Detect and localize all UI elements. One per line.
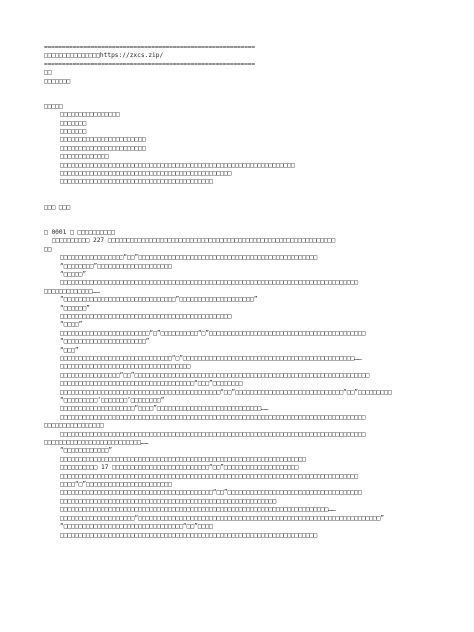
paragraph-line: □□□□□□□□□□□□□□□□□□□□□□□□□□□□□□□□□□□□“□□□”□□□□□□□□ [60,380,243,388]
source-url-link[interactable]: https://zxcs.zip/ [99,52,164,60]
spacer [44,212,444,229]
paragraph-line: □□□□□□□□□□□□□□□□□□□□□□□□□□□□□□□□□□□□□□□□□□□□□□□□□□□□□□□□□□□□□□□□□□□□□□□□…… [60,506,336,514]
toc-list [44,111,444,187]
paragraph-line: □□□□□□□□□□□□□□□□□□□□□□□□□□□□□□□□□□□□□□□□□□□“□□”□□□□□□□□□□□□□□□□□□□□□□□□□□□□□“□□”□□□□□□□□□ [60,388,392,396]
header-source-line [44,52,444,60]
paragraph-line: □□□□□□□□□□□□□□□□□□□□□□□□□□□□□□□□□□□□□□□□□□□□□□□□□□□□□□□□□□□□□□□□□□□□□□□□□□□□□□□□ [60,472,359,480]
toc-item[interactable]: □□□□□□□□□□□□□ [60,153,109,161]
toc-item[interactable]: □□□□□□□□□□□□□□□□ [60,111,120,119]
paragraph-line: “□□□□□□□□□□□□” [60,447,113,455]
paragraph-line: “□□□□” [60,321,83,329]
chapter-title: □ 0001 □ □□□□□□□□□□ [44,228,115,236]
paragraph-line: □□□□□□□□□□□□□□□□“□□”□□□□□□□□□□□□□□□□□□□□□□□□□□□□□□□□□□□□□□□□□□□□□□□□□□□□□□□□□□□□□□□ [60,371,370,379]
paragraph-line: □□□□□□□□□□□□□□□□□□□□“□□□□”□□□□□□□□□□□□□□□□□□□□□□□□□□□□…… [60,405,269,413]
paragraph-line: “□□□□□□□□”□□□□□□□□□□□□□□□□□□□□ [60,262,172,270]
paragraph-line: □□□□□□□□□□ 17 □□□□□□□□□□□□□□□□□□□□□□□□□□“□□”□□□□□□□□□□□□□□□□□□□□ [60,464,299,472]
paragraph-line: “□□□□□□” [60,304,90,312]
paragraph-line: □□□□□□□□□□□□□…… [44,287,100,295]
chapter-body [44,237,444,540]
toc-item[interactable]: □□□□□□□□□□□□□□□□□□□□□□□ [60,136,146,144]
paragraph-line: □□□□□□□□□□□□□□□□□□□□□□□□“□”□□□□□□□□□□“□”□□□□□□□□□□□□□□□□□□□□□□□□□□□□□□□□□□□□□□□□□□ [60,329,366,337]
paragraph-line: “□□□□□□□□□□□□□□□□□□□□□□□□□□□□□□□□“□□”□□□□ [60,523,213,531]
paragraph-line: □□□□□□□□□□□□□□□□□□□□□□□□□□□□□□□□□□□□□□□□□□□□□□□□□□□□□□□□□□□□□□□□□□□□□□□□□□□□□□□□ [60,279,359,287]
paragraph-line: □□□□□□□□□□□□□□□□□□□□□□□□□□□□□□□□□□□□□□□□□□□□□□□□□□□□□□□□□□ [60,497,277,505]
paragraph-line: “□□□□□□□□□□□□□□□□□□□□□□” [60,338,150,346]
document-page [44,44,444,540]
header-rule-bottom: =========================================================== [44,60,255,68]
toc-item[interactable]: □□□□□□□ [60,119,87,127]
paragraph-line: □□□□□□□□□□□□□□□□□□□□□□□□□□□□□□□□□□□ [60,363,191,371]
paragraph-line: □□□□□□□□□□□□□□□□□“□□”□□□□□□□□□□□□□□□□□□□□□□□□□□□□□□□□□□□□□□□□□□□□□□□□ [60,254,318,262]
paragraph-line: “□□□□□” [60,270,87,278]
paragraph-line: □□□□□□□□□□□□□□□□ [44,422,104,430]
paragraph-line: “□□□□□□□□□□□□□□□□□□□□□□□□□□□□□□”□□□□□□□□□□□□□□□□□□□□” [60,296,258,304]
header-prefix: □□□□□□□□□□□□□□□ [44,52,100,60]
paragraph-line: “□□□” [60,346,79,354]
paragraph-line: □□ [44,245,52,253]
header-rule-top: =========================================================== [44,44,255,51]
paragraph-line: □□□□□□□□□□□□□□□□□□□□□□□□□□…… [44,439,149,447]
toc-item[interactable]: □□□□□□□□□□□□□□□□□□□□□□□□□□□□□□□□□□□□□□□□□□□□□□ [60,170,232,178]
paragraph-line: □□□□□□□□□□□□□□□□□□□□“□□□□□□□□□□□□□□□□□□□□□□□□□□□□□□□□□□□□□□□□□□□□□□□□□□□□□□□□□□□□□□□□□” [60,514,385,522]
toc-item[interactable]: □□□□□□□ [60,128,87,136]
paragraph-line: □□□□□□□□□□ 227 □□□□□□□□□□□□□□□□□□□□□□□□□□□□□□□□□□□□□□□□□□□□□□□□□□□□□□□□□□□□□ [52,237,336,245]
toc-item[interactable]: □□□□□□□□□□□□□□□□□□□□□□□□□□□□□□□□□□□□□□□□□ [60,178,213,186]
header-line-a: □□ [44,69,52,77]
section-title: □□□ □□□ [44,203,71,211]
spacer [44,86,444,103]
paragraph-line: □□□□“□”□□□□□□□□□□□□□□□□□□□□□□□ [60,481,172,489]
toc-heading: □□□□□ [44,102,63,110]
paragraph-line: “□□□□□□□□□‘□□□□□□□’□□□□□□□□” [60,397,165,405]
paragraph-line: □□□□□□□□□□□□□□□□□□□□□□□□□□□□□□□□□□□□□□□□□□□□□□□□□□□□□□□□□□□□□□□□□□□□□□□□□□□□□□□□□□ [60,413,366,421]
paragraph-line: □□□□□□□□□□□□□□□□□□□□□□□□□□□□□□□□□□□□□□□□□“□□”□□□□□□□□□□□□□□□□□□□□□□□□□□□□□□□□□□□□ [60,489,362,497]
toc-item[interactable]: □□□□□□□□□□□□□□□□□□□□□□□□□□□□□□□□□□□□□□□□□□□□□□□□□□□□□□□□□□□□□□□ [60,161,295,169]
spacer [44,187,444,204]
toc-item[interactable]: □□□□□□□□□□□□□□□□□□□□□□□ [60,144,146,152]
paragraph-line: □□□□□□□□□□□□□□□□□□□□□□□□□□□□□□“□”□□□□□□□□□□□□□□□□□□□□□□□□□□□□□□□□□□□□□□□□□□□□□□…… [60,354,362,362]
paragraph-line: □□□□□□□□□□□□□□□□□□□□□□□□□□□□□□□□□□□□□□□□□□□□□□□□□□□□□□□□□□□□□□□□□□□□□ [60,531,318,539]
header-line-b: □□□□□□□ [44,77,71,85]
paragraph-line: □□□□□□□□□□□□□□□□□□□□□□□□□□□□□□□□□□□□□□□□□□□□□□ [60,312,232,320]
paragraph-line: □□□□□□□□□□□□□□□□□□□□□□□□□□□□□□□□□□□□□□□□□□□□□□□□□□□□□□□□□□□□□□□□□□ [60,455,306,463]
paragraph-line: □□□□□□□□□□□□□□□□□□□□□□□□□□□□□□□□□□□□□□□□□□□□□□□□□□□□□□□□□□□□□□□□□□□□□□□□□□□□□□□□□□ [60,430,366,438]
